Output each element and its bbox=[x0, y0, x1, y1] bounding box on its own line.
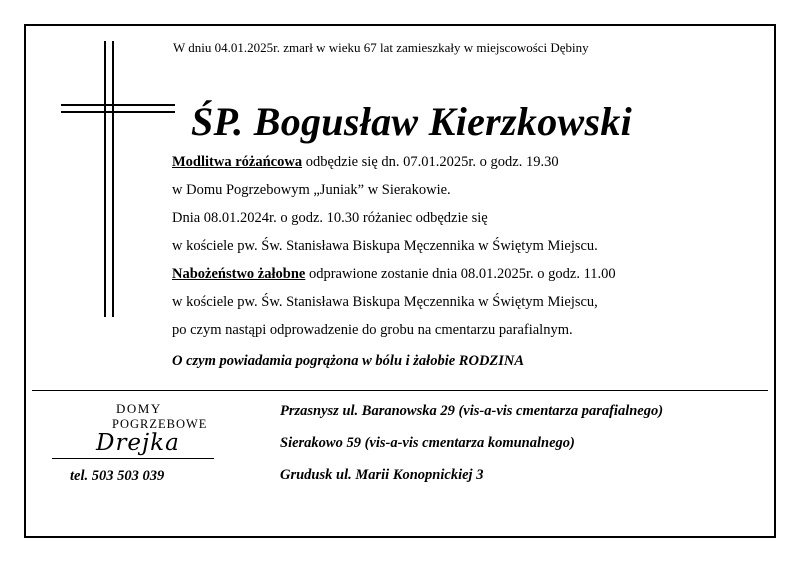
body-line: w Domu Pogrzebowym „Juniak” w Sierakowie. bbox=[172, 182, 451, 198]
body-line: w kościele pw. Św. Stanisława Biskupa Męczennika w Świętym Miejscu. bbox=[172, 238, 598, 254]
body-line bbox=[172, 148, 616, 176]
body-line: Dnia 08.01.2024r. o godz. 10.30 różaniec odbędzie się bbox=[172, 210, 488, 226]
funeral-home-logo bbox=[46, 398, 226, 490]
address-list bbox=[280, 397, 663, 493]
cross-horizontal-bar bbox=[61, 104, 175, 106]
logo-brand: Drejka bbox=[96, 430, 180, 456]
announcement-body bbox=[172, 148, 616, 344]
phone-number: tel. 503 503 039 bbox=[70, 468, 165, 484]
body-line bbox=[172, 260, 616, 288]
cross-horizontal-bar bbox=[61, 111, 175, 113]
body-line: w kościele pw. Św. Stanisława Biskupa Męczennika w Świętym Miejscu, bbox=[172, 294, 598, 310]
address-item: Grudusk ul. Marii Konopnickiej 3 bbox=[280, 467, 484, 483]
body-line: po czym nastąpi odprowadzenie do grobu na cmentarzu parafialnym. bbox=[172, 322, 573, 338]
address-item: Przasnysz ul. Baranowska 29 (vis-a-vis cmentarza parafialnego) bbox=[280, 403, 664, 419]
rosary-details: odbędzie się dn. 07.01.2025r. o godz. 19.30 bbox=[302, 154, 559, 170]
intro-text: W dniu 04.01.2025r. zmarł w wieku 67 lat zamieszkały w miejscowości Dębiny bbox=[173, 40, 589, 55]
logo-underline bbox=[52, 458, 214, 459]
cross-vertical-bar bbox=[112, 41, 114, 317]
logo-text-domy: DOMY bbox=[116, 401, 162, 416]
deceased-name: ŚP. Bogusław Kierzkowski bbox=[191, 99, 633, 144]
rosary-heading: Modlitwa różańcowa bbox=[172, 154, 303, 170]
address-item: Sierakowo 59 (vis-a-vis cmentarza komunalnego) bbox=[280, 435, 575, 451]
closing-line: O czym powiadamia pogrążona w bólu i żałobie RODZINA bbox=[172, 353, 525, 369]
funeral-mass-details: odprawione zostanie dnia 08.01.2025r. o godz. 11.00 bbox=[305, 266, 616, 282]
funeral-mass-heading: Nabożeństwo żałobne bbox=[172, 266, 306, 282]
logo-text-pogrzebowe: POGRZEBOWE bbox=[112, 417, 208, 431]
divider bbox=[32, 390, 768, 391]
cross-vertical-bar bbox=[104, 41, 106, 317]
